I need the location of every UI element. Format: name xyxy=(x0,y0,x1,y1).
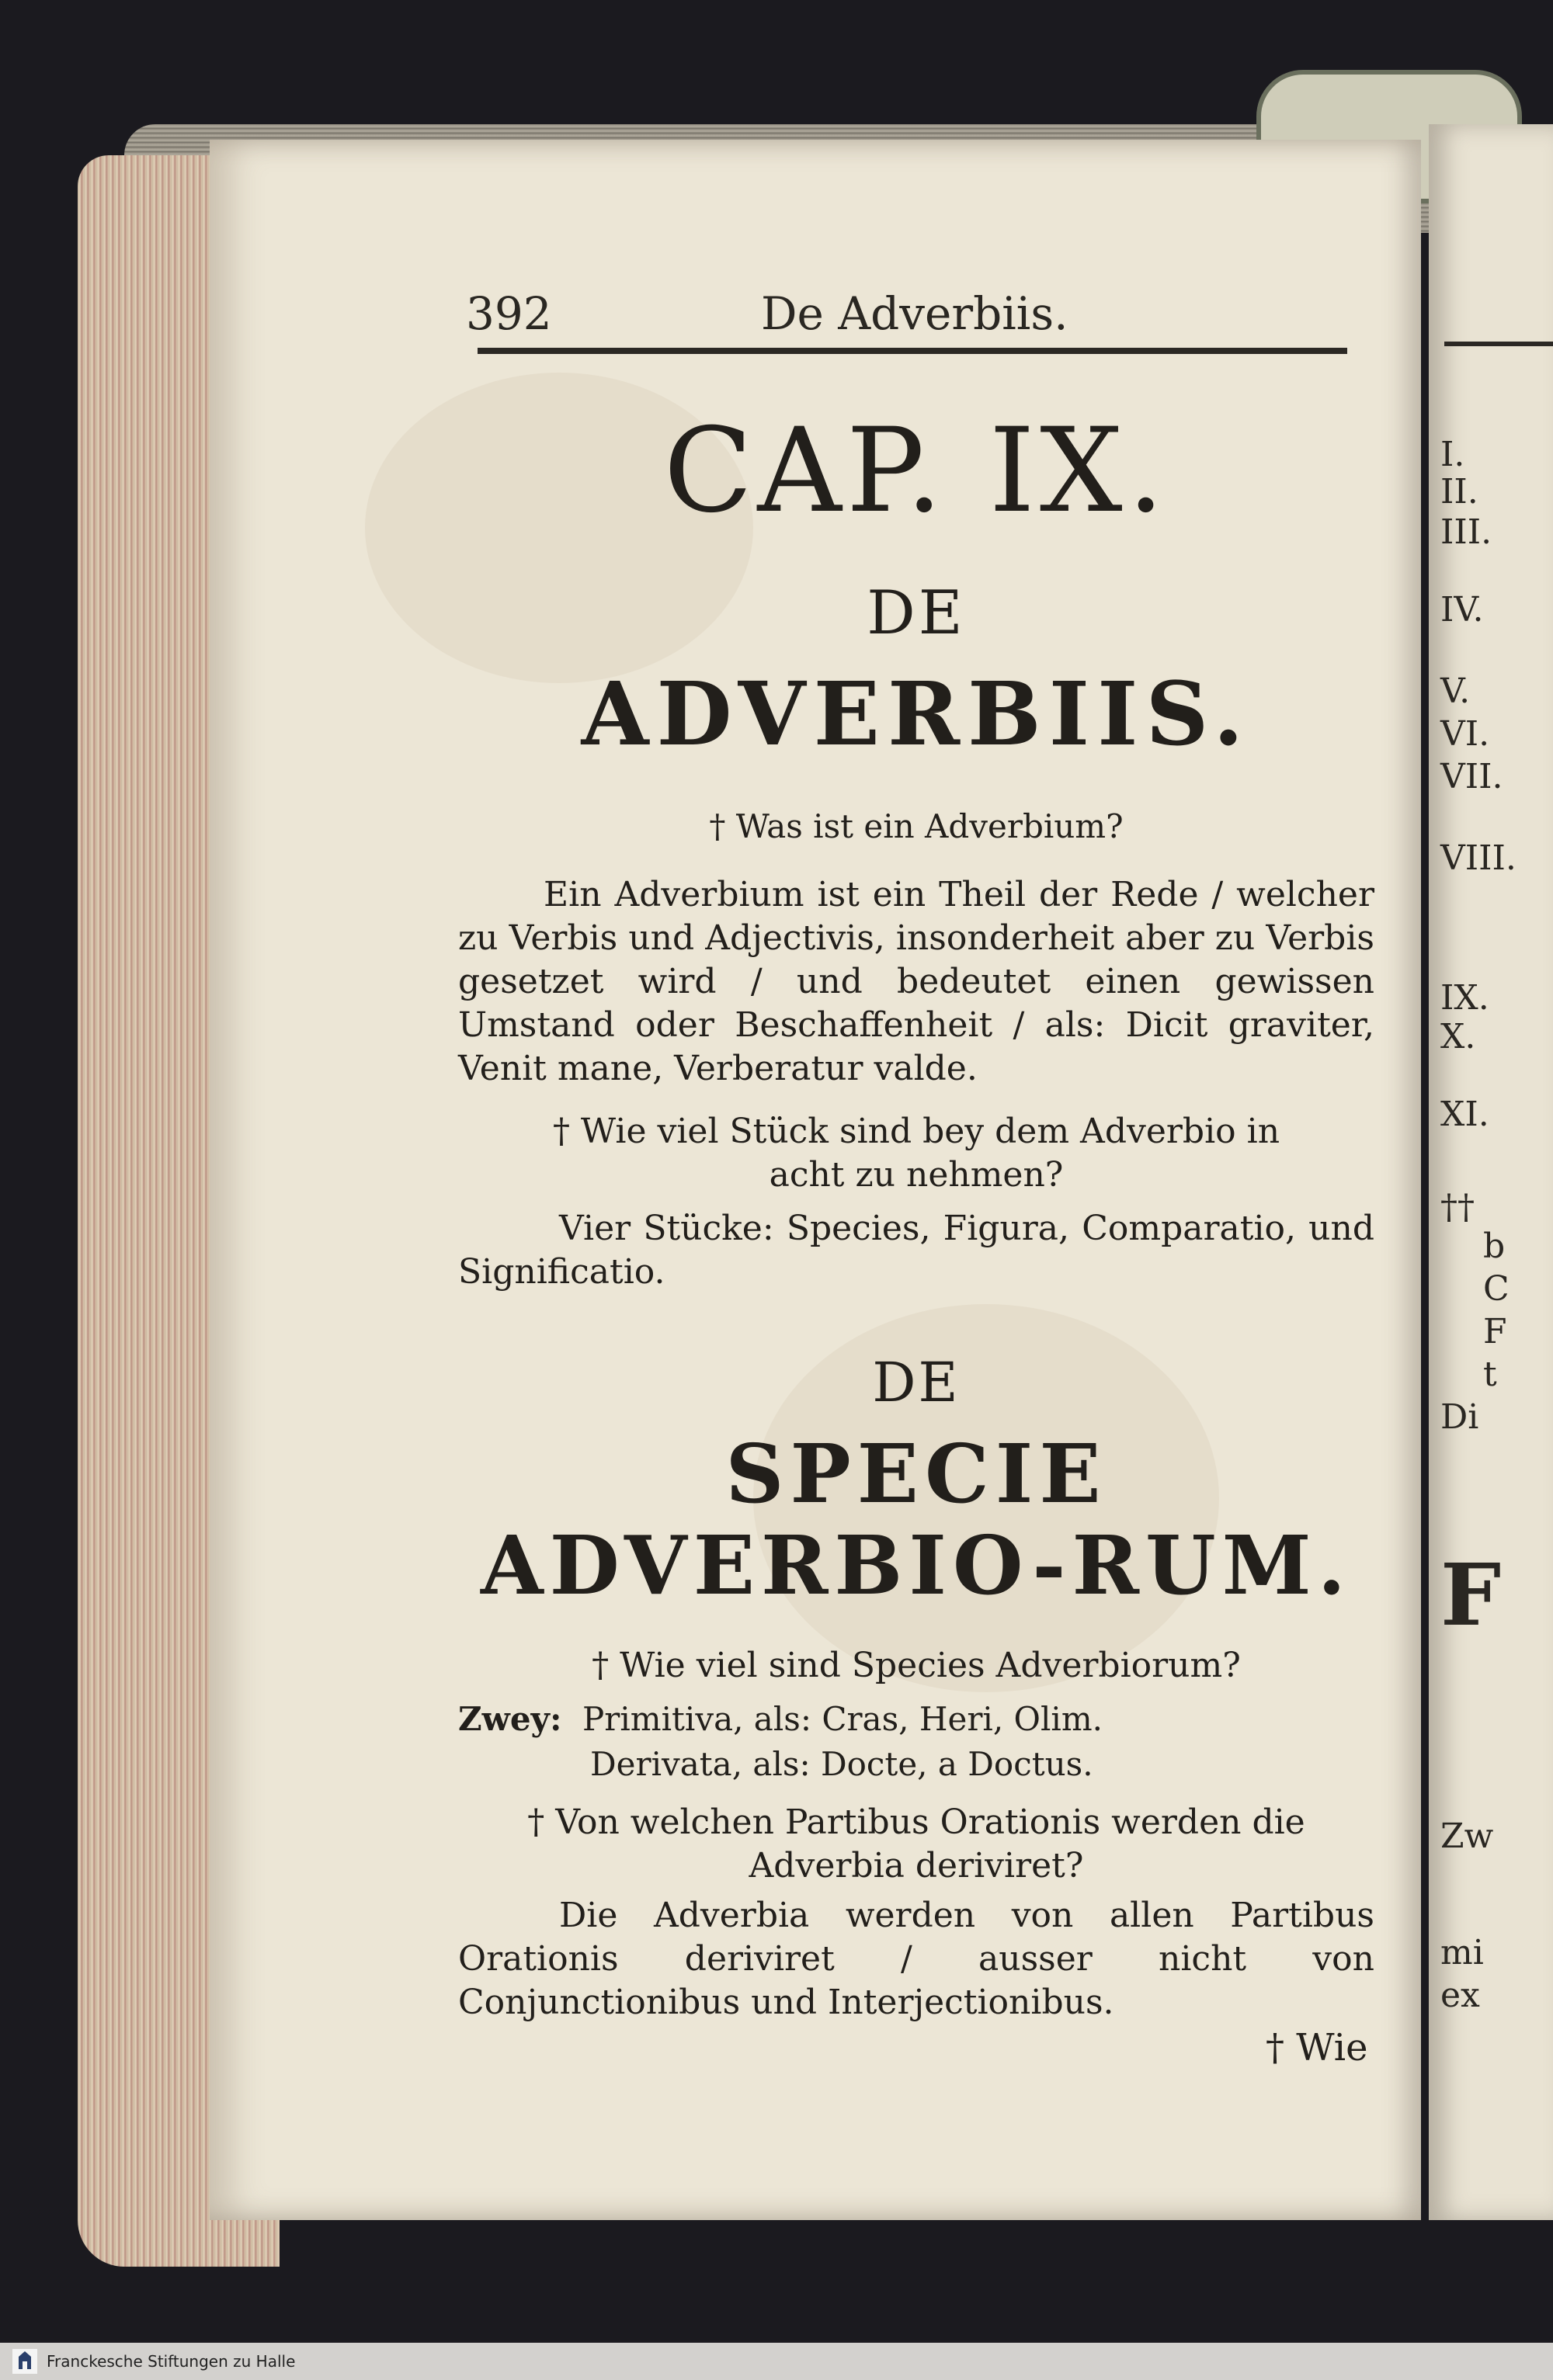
footer-credit: Franckesche Stiftungen zu Halle xyxy=(47,2352,296,2371)
page-header xyxy=(466,287,1367,349)
question-1: † Was ist ein Adverbium? xyxy=(709,807,1124,845)
right-page-item: VI. xyxy=(1440,714,1490,754)
question-3: † Wie viel sind Species Adverbiorum? xyxy=(592,1646,1241,1685)
right-page-item: †† xyxy=(1440,1188,1475,1227)
right-page-item: V. xyxy=(1440,671,1471,711)
right-page-item: X. xyxy=(1440,1017,1476,1056)
species-list xyxy=(458,1700,1390,1801)
right-page-rule xyxy=(1444,342,1553,346)
right-page-item: III. xyxy=(1440,512,1492,552)
species-derivata: Derivata, als: Docte, a Doctus. xyxy=(590,1745,1093,1783)
section-subheading: DE xyxy=(872,1351,961,1414)
right-page-item: I. xyxy=(1440,435,1465,474)
footer-bar xyxy=(0,2343,1553,2380)
right-page-item: IX. xyxy=(1440,978,1489,1018)
chapter-heading: CAP. IX. xyxy=(663,404,1169,539)
right-page-item: VIII. xyxy=(1440,838,1517,878)
answer-1: Ein Adverbium ist ein Theil der Rede / welcher zu Verbis und Adjectivis, insonderheit aber zu Verbis gesetzet wird / und bedeutet einen gewissen Umstand oder Beschaffenheit / als: Dicit graviter, Venit mane, Verberatur valde. xyxy=(458,875,1374,1088)
answer-2: Vier Stücke: Species, Figura, Comparatio, und Significatio. xyxy=(458,1209,1374,1292)
catchword: † Wie xyxy=(1266,2026,1368,2069)
page-number: 392 xyxy=(466,287,552,340)
question-2: † Wie viel Stück sind bey dem Adverbio in acht zu nehmen? xyxy=(552,1112,1280,1195)
right-page-item: C xyxy=(1483,1269,1510,1309)
species-label: Zwey: xyxy=(458,1700,562,1738)
right-page-item: b xyxy=(1483,1226,1506,1266)
right-page xyxy=(1429,124,1553,2220)
right-page-item: VII. xyxy=(1440,757,1503,796)
institution-logo-icon xyxy=(11,2347,39,2375)
running-head: De Adverbiis. xyxy=(761,287,1068,340)
chapter-subheading: DE xyxy=(867,578,966,648)
right-page-item: ex xyxy=(1440,1976,1480,2015)
right-page-item: mi xyxy=(1440,1933,1484,1972)
species-primitiva: Primitiva, als: Cras, Heri, Olim. xyxy=(582,1700,1103,1738)
right-page-item: t xyxy=(1483,1355,1497,1394)
right-page-item: IV. xyxy=(1440,590,1484,630)
question-4: † Von welchen Partibus Orationis werden die Adverbia deriviret? xyxy=(527,1802,1305,1886)
header-rule xyxy=(478,348,1347,354)
right-page-item: F xyxy=(1440,1545,1502,1645)
answer-3: Die Adverbia werden von allen Partibus Orationis deriviret / ausser nicht von Conjunctionibus und Interjectionibus. xyxy=(458,1896,1374,2022)
chapter-title: ADVERBIIS. xyxy=(581,664,1252,765)
right-page-item: II. xyxy=(1440,472,1478,512)
right-page-item: Di xyxy=(1440,1397,1479,1437)
section-title: SPECIE ADVERBIO-RUM. xyxy=(480,1426,1352,1613)
right-page-item: XI. xyxy=(1440,1095,1489,1134)
right-page-item: F xyxy=(1483,1312,1507,1351)
right-page-item: Zw xyxy=(1440,1816,1494,1856)
